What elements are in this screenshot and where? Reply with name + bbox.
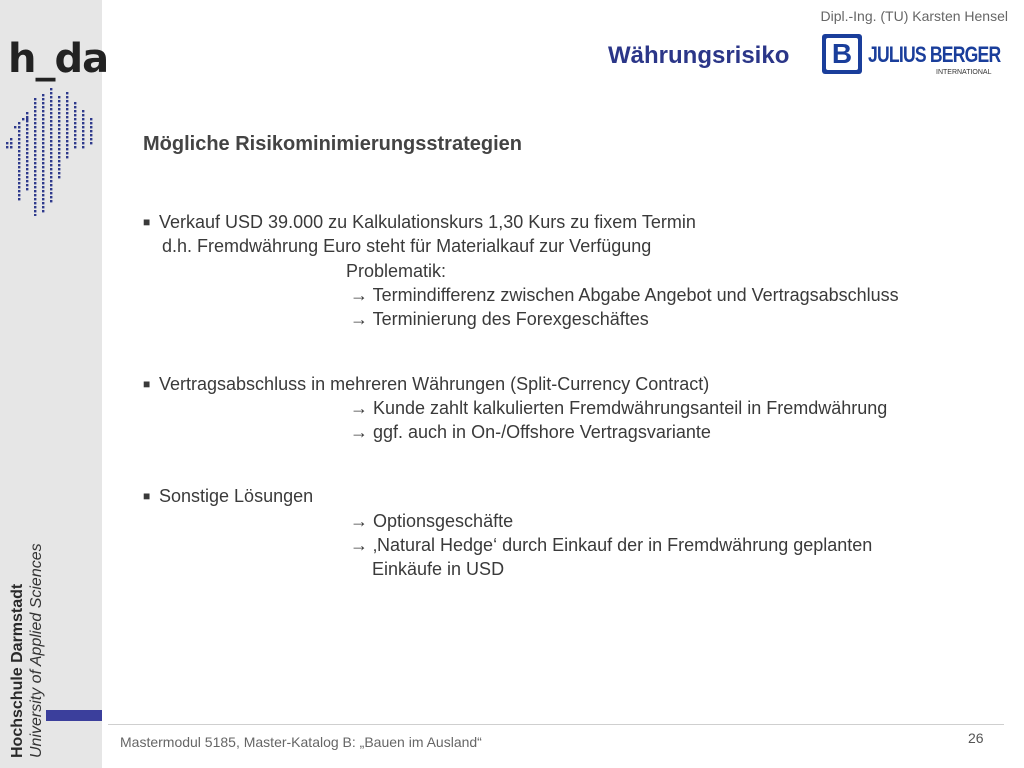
logo-letter: B [826,38,858,70]
text-line: → ‚Natural Hedge‘ durch Einkauf der in Fremdwährung geplanten [350,535,873,555]
text-line: → ggf. auch in On-/Offshore Vertragsvariante [350,422,711,442]
school-name: Hochschule Darmstadt [9,583,26,758]
author-label: Dipl.-Ing. (TU) Karsten Hensel [820,8,1008,24]
text-line: → Kunde zahlt kalkulierten Fremdwährungsanteil in Fremdwährung [350,398,888,418]
bullet-item [143,212,696,233]
footer-divider [108,724,1004,725]
sidebar [0,0,109,768]
text-line: d.h. Fremdwährung Euro steht für Materialkauf zur Verfügung [162,236,652,256]
text-line: Einkäufe in USD [372,559,505,579]
bullet-item [143,374,709,395]
sidebar-accent-bar [46,710,102,721]
text-line: → Optionsgeschäfte [350,511,514,531]
slide-title: Währungsrisiko [608,42,790,69]
bullet-square-icon: ■ [143,215,151,229]
school-name-vertical [8,543,46,758]
content-heading: Mögliche Risikominimierungsstrategien [143,133,522,155]
text-line: Problematik: [346,261,447,281]
hda-dot-pattern-icon [6,88,98,216]
bullet-item [143,486,313,507]
logo-name: JULIUS BERGER [868,42,1001,67]
line-text: Vertragsabschluss in mehreren Währungen (Split-Currency Contract) [159,374,710,394]
julius-berger-logo-mark [822,34,862,74]
line-text: Sonstige Lösungen [159,486,314,506]
text-line: → Termindifferenz zwischen Abgabe Angebot und Vertragsabschluss [350,285,899,305]
logo-subtitle: INTERNATIONAL [936,69,992,76]
footer-course: Mastermodul 5185, Master-Katalog B: „Bauen im Ausland“ [120,734,482,750]
line-text: Verkauf USD 39.000 zu Kalkulationskurs 1,30 Kurs zu fixem Termin [159,212,696,232]
bullet-square-icon: ■ [143,377,151,391]
hda-logo: h_da [8,36,109,82]
page-number: 26 [968,730,984,746]
school-subtitle: University of Applied Sciences [28,543,45,758]
bullet-square-icon: ■ [143,489,151,503]
text-line: → Terminierung des Forexgeschäftes [350,309,649,329]
